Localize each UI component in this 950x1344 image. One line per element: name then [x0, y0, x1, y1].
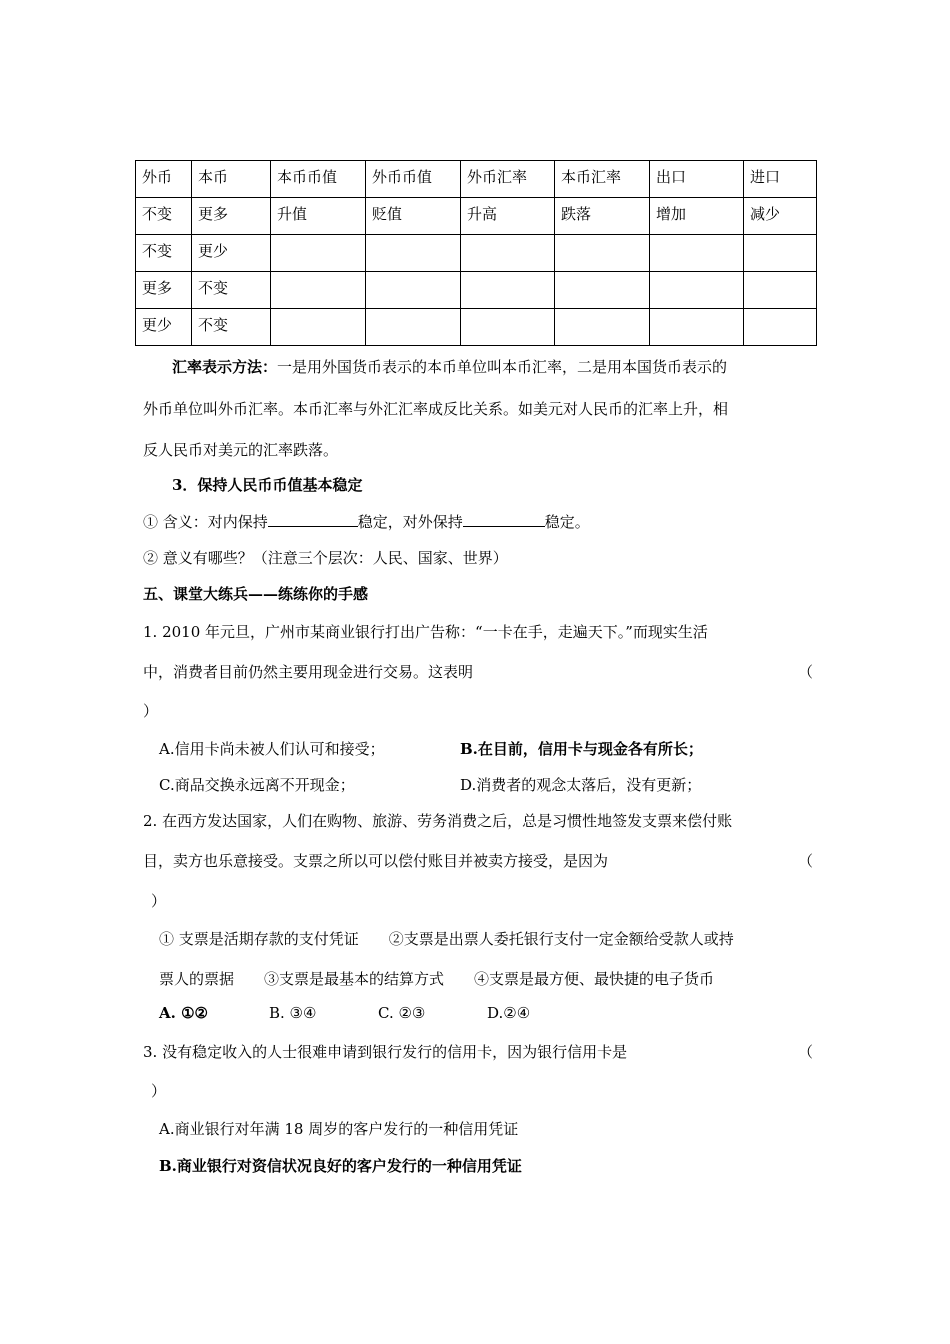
header-cell: 进口 — [744, 161, 817, 198]
table-cell — [555, 309, 650, 346]
q2-option-d: D.②④ — [487, 1004, 531, 1022]
q1-option-a: A.信用卡尚未被人们认可和接受； — [159, 740, 385, 758]
table-cell — [650, 309, 744, 346]
q2-stem-line-2: 目，卖方也乐意接受。支票之所以可以偿付账目并被卖方接受，是因为 — [143, 852, 609, 870]
q2-statement-row-1 — [159, 928, 734, 949]
q2-statement-2-cont: 票人的票据 — [159, 970, 235, 988]
q3-paren-open: （ — [798, 1043, 814, 1061]
table-cell: 增加 — [650, 198, 744, 235]
table-cell — [744, 272, 817, 309]
q2-statement-row-2 — [159, 968, 714, 989]
table-cell — [366, 272, 461, 309]
meaning-text-b: 稳定，对外保持 — [357, 513, 463, 531]
q1-option-d: D.消费者的观念太落后，没有更新； — [460, 776, 702, 794]
table-cell — [271, 309, 366, 346]
header-cell: 外币 — [136, 161, 192, 198]
table-cell — [461, 235, 555, 272]
q1-paren-close: ） — [143, 702, 159, 720]
exchange-rate-table — [135, 160, 817, 346]
fill-blank-2[interactable] — [463, 512, 545, 527]
table-cell — [461, 272, 555, 309]
table-cell — [271, 235, 366, 272]
q1-stem-line-1: 1. 2010 年元旦，广州市某商业银行打出广告称：“一卡在手，走遍天下。”而现实生活 — [143, 623, 708, 641]
section-5-title: 五、课堂大练兵——练练你的手感 — [143, 585, 369, 603]
header-cell: 外币汇率 — [461, 161, 555, 198]
table-cell: 跌落 — [555, 198, 650, 235]
table-cell: 不变 — [192, 309, 271, 346]
table-cell — [366, 235, 461, 272]
table-cell: 贬值 — [366, 198, 461, 235]
table-cell: 不变 — [136, 198, 192, 235]
section-3-title: 3．保持人民币币值基本稳定 — [172, 476, 363, 494]
table-cell — [650, 235, 744, 272]
table-cell: 升值 — [271, 198, 366, 235]
q3-paren-close: ） — [151, 1082, 167, 1100]
table-cell: 更少 — [192, 235, 271, 272]
meaning-line — [143, 511, 590, 532]
table-cell: 升高 — [461, 198, 555, 235]
table-cell — [271, 272, 366, 309]
table-cell — [650, 272, 744, 309]
q2-stem-line-1: 2. 在西方发达国家，人们在购物、旅游、劳务消费之后，总是习惯性地签发支票来偿付账 — [143, 812, 733, 830]
table-row — [136, 272, 817, 309]
q2-statement-4: ④支票是最方便、最快捷的电子货币 — [474, 970, 715, 988]
table-cell — [366, 309, 461, 346]
table-cell: 减少 — [744, 198, 817, 235]
table-cell — [744, 309, 817, 346]
q2-option-a: A. ①② — [159, 1004, 208, 1022]
meaning-text-c: 稳定。 — [544, 513, 590, 531]
q1-option-c: C.商品交换永远离不开现金； — [159, 776, 355, 794]
table-cell: 更多 — [136, 272, 192, 309]
rate-method-label: 汇率表示方法： — [172, 358, 278, 376]
table-row — [136, 198, 817, 235]
fill-blank-1[interactable] — [268, 512, 358, 527]
rate-method-line-3: 反人民币对美元的汇率跌落。 — [143, 441, 339, 459]
q2-statement-3: ③支票是最基本的结算方式 — [264, 970, 445, 988]
table-cell: 更多 — [192, 198, 271, 235]
q2-paren-close: ） — [151, 892, 167, 910]
q2-option-b: B. ③④ — [269, 1004, 317, 1022]
table-cell: 不变 — [136, 235, 192, 272]
rate-method-line-2: 外币单位叫外币汇率。本币汇率与外汇汇率成反比关系。如美元对人民币的汇率上升，相 — [143, 400, 729, 418]
table-cell: 更少 — [136, 309, 192, 346]
q3-option-b: B.商业银行对资信状况良好的客户发行的一种信用凭证 — [159, 1157, 522, 1175]
header-cell: 出口 — [650, 161, 744, 198]
table-header-row — [136, 161, 817, 198]
q3-stem-line-1: 3. 没有稳定收入的人士很难申请到银行发行的信用卡，因为银行信用卡是 — [143, 1043, 628, 1061]
q3-option-a: A.商业银行对年满 18 周岁的客户发行的一种信用凭证 — [159, 1120, 519, 1138]
q2-statement-1: ① 支票是活期存款的支付凭证 — [159, 930, 359, 948]
header-cell: 本币 — [192, 161, 271, 198]
rate-method-text: 一是用外国货币表示的本币单位叫本币汇率，二是用本国货币表示的 — [277, 358, 728, 376]
q1-stem-line-2: 中，消费者目前仍然主要用现金进行交易。这表明 — [143, 663, 474, 681]
q2-statement-2: ②支票是出票人委托银行支付一定金额给受款人或持 — [388, 930, 734, 948]
q2-option-c: C. ②③ — [378, 1004, 426, 1022]
header-cell: 本币币值 — [271, 161, 366, 198]
table-row — [136, 235, 817, 272]
header-cell: 本币汇率 — [555, 161, 650, 198]
q1-paren-open: （ — [798, 663, 814, 681]
table-cell — [461, 309, 555, 346]
table-cell: 不变 — [192, 272, 271, 309]
table-cell — [555, 272, 650, 309]
significance-line: ② 意义有哪些？（注意三个层次：人民、国家、世界） — [143, 549, 508, 567]
q2-paren-open: （ — [798, 852, 814, 870]
table-cell — [744, 235, 817, 272]
table-row — [136, 309, 817, 346]
meaning-text-a: ① 含义：对内保持 — [143, 513, 268, 531]
header-cell: 外币币值 — [366, 161, 461, 198]
table-cell — [555, 235, 650, 272]
rate-method-line-1 — [172, 356, 727, 377]
q1-option-b: B.在目前，信用卡与现金各有所长； — [460, 740, 703, 758]
